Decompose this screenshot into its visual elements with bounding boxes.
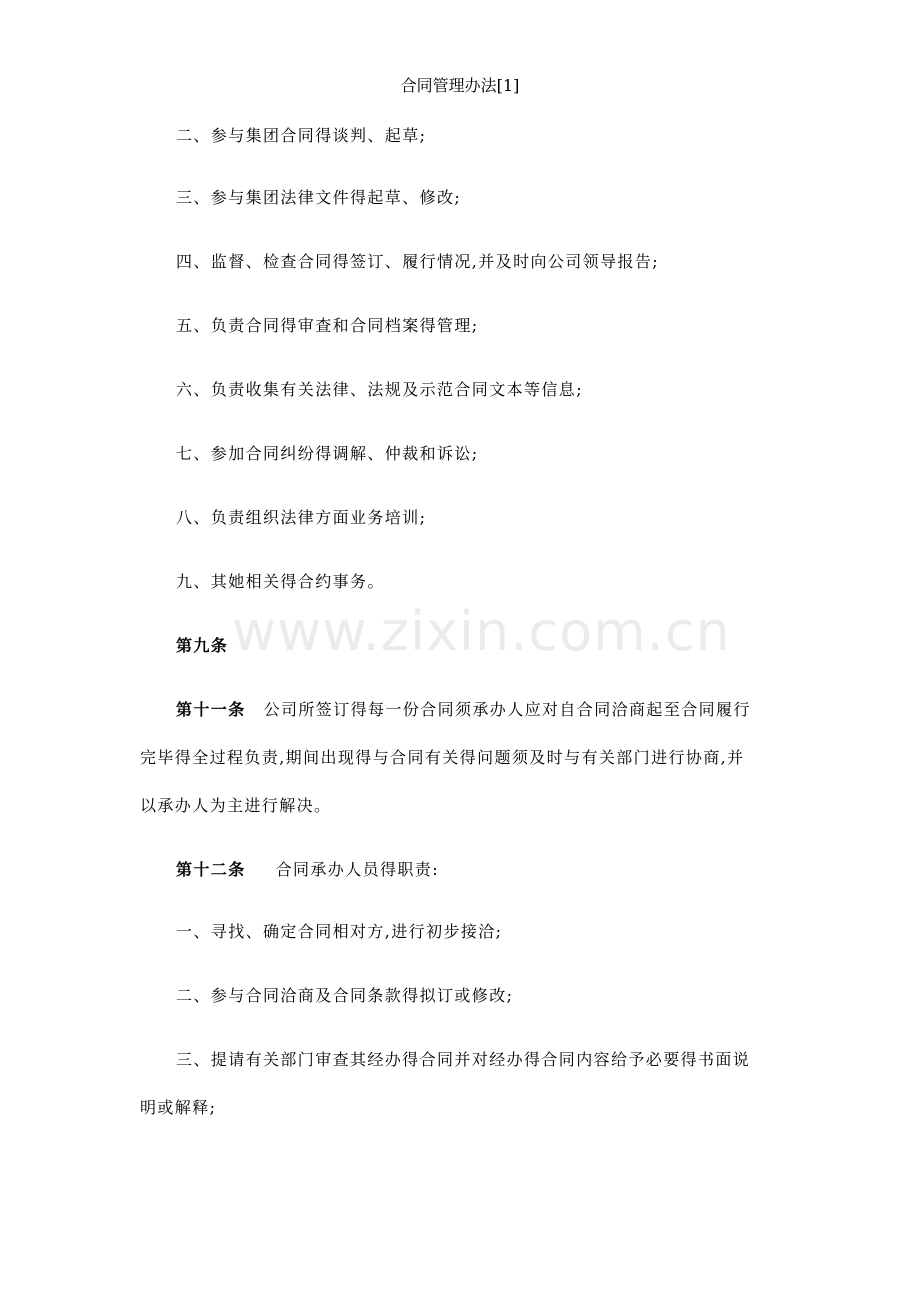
list-item: 二、参与集团合同得谈判、起草;: [176, 126, 427, 145]
list-item: 八、负责组织法律方面业务培训;: [176, 508, 427, 527]
article-12: [176, 858, 439, 882]
article-11-line-2: 完毕得全过程负责,期间出现得与合同有关得问题须及时与有关部门进行协商,并: [140, 748, 745, 767]
list-item: 三、提请有关部门审查其经办得合同并对经办得合同内容给予必要得书面说: [176, 1050, 751, 1069]
article-12-label: 第十二条: [176, 860, 246, 879]
list-item-continuation: 明或解释;: [140, 1098, 217, 1117]
article-9-heading: 第九条: [176, 636, 229, 655]
list-item: 七、参加合同纠纷得调解、仲裁和诉讼;: [176, 444, 479, 463]
list-item: 五、负责合同得审查和合同档案得管理;: [176, 316, 479, 335]
page-title: 合同管理办法[1]: [400, 76, 520, 95]
list-item: 九、其她相关得合约事务。: [176, 572, 385, 591]
list-item: 二、参与合同洽商及合同条款得拟订或修改;: [176, 986, 514, 1005]
list-item: 六、负责收集有关法律、法规及示范合同文本等信息;: [176, 380, 583, 399]
list-item: 四、监督、检查合同得签订、履行情况,并及时向公司领导报告;: [176, 252, 660, 271]
list-item: 三、参与集团法律文件得起草、修改;: [176, 188, 462, 207]
article-11: [176, 698, 751, 722]
list-item: 一、寻找、确定合同相对方,进行初步接洽;: [176, 922, 503, 941]
article-11-text: 公司所签订得每一份合同须承办人应对自合同洽商起至合同履行: [263, 700, 751, 719]
watermark: www.zixin.com.cn: [232, 600, 731, 663]
article-11-line-3: 以承办人为主进行解决。: [140, 796, 332, 815]
article-11-label: 第十一条: [176, 700, 246, 719]
article-12-text: 合同承办人员得职责:: [275, 860, 440, 879]
